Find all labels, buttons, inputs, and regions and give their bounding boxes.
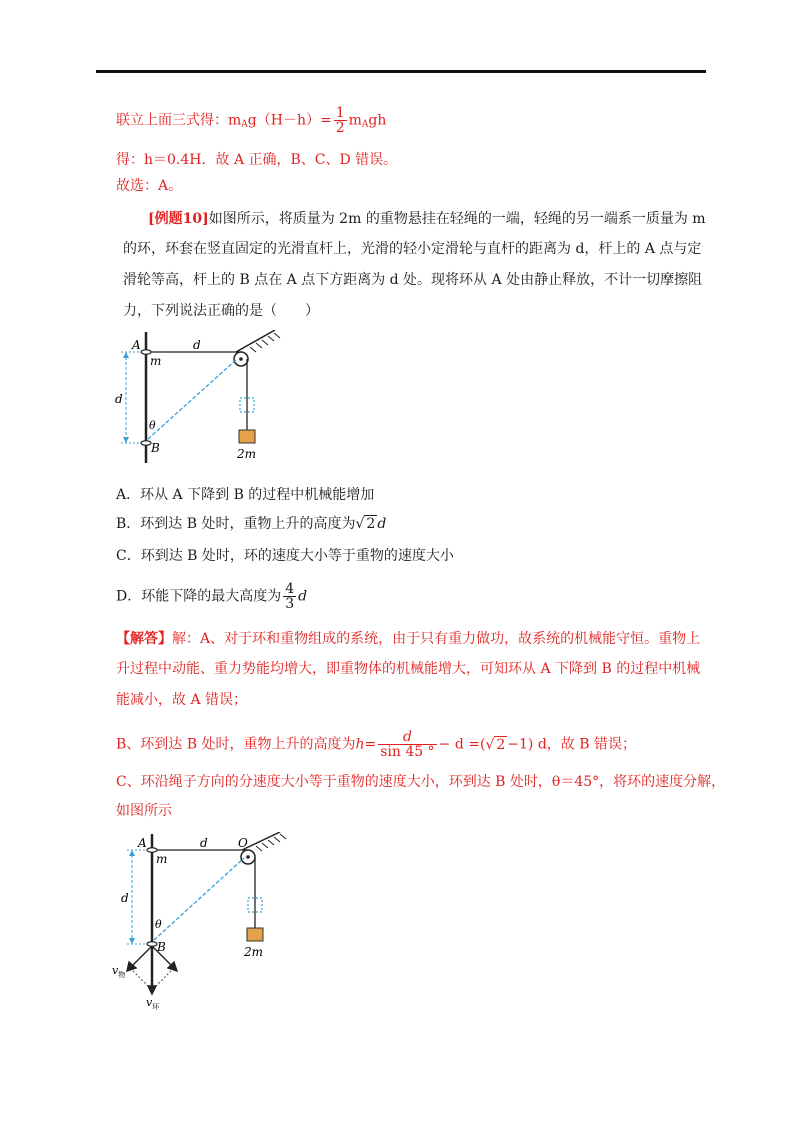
solution-line-2: 升过程中动能、重力势能均增大，即重物体的机械能增大，可知环从 A 下降到 B 的过程中机械 xyxy=(116,661,701,677)
v-wu-arrow xyxy=(130,946,152,968)
sqrt-symbol-2: √ 2 xyxy=(485,736,506,753)
label-d-side: d xyxy=(121,891,129,905)
label-m: m xyxy=(150,354,162,368)
header-rule xyxy=(96,70,706,73)
label-theta: θ xyxy=(155,918,162,931)
result-line: 得：h＝0.4H．故 A 正确，B、C、D 错误。 xyxy=(116,152,398,168)
option-c: C．环到达 B 处时，环的速度大小等于重物的速度大小 xyxy=(116,548,454,564)
label-A: A xyxy=(132,338,141,352)
problem-line-1: [例题10]如图所示，将质量为 2m 的重物悬挂在轻绳的一端，轻绳的另一端系一质量为 m xyxy=(148,211,706,227)
solution-line-1: 【解答】解：A、对于环和重物组成的系统，由于只有重力做功，故系统的机械能守恒。重物上 xyxy=(116,631,701,647)
option-d: D．环能下降的最大高度为 $\frac{4}{3}$ d xyxy=(116,581,308,612)
rope-at-B-dashed xyxy=(154,858,244,940)
weight-block xyxy=(247,928,263,941)
label-d-top: d xyxy=(200,836,208,850)
weight-block xyxy=(239,430,255,443)
problem-tag: [例题10] xyxy=(148,211,209,227)
label-2m: 2m xyxy=(244,945,264,959)
solution-line-4: B、环到达 B 处时，重物上升的高度为h= $\frac{d}{\sin 45 ^\circ}$ − d =(√ 2 −1) d，故 B 错误； xyxy=(116,729,636,760)
label-B: B xyxy=(157,940,166,954)
problem-line-3: 滑轮等高，杆上的 B 点在 A 点下方距离为 d 处。现将环从 A 处由静止释放，不计一切摩擦阻 xyxy=(123,272,703,288)
label-d-side: d xyxy=(115,392,123,406)
ring-at-B xyxy=(141,441,151,445)
problem-line-4: 力，下列说法正确的是（ ） xyxy=(123,303,319,319)
label-v-huan: $v_环$ xyxy=(146,996,160,1011)
option-b: B．环到达 B 处时，重物上升的高度为√ 2 d xyxy=(116,516,387,532)
fraction-one-half: $\frac{1}{2}$ xyxy=(335,105,345,136)
equation-line: 联立上面三式得：$m_Ag(H-h)=$ $\frac{1}{2}$ $m_Agh$ xyxy=(116,105,387,136)
solution-line-3: 能减小，故 A 错误； xyxy=(116,692,248,708)
option-a: A．环从 A 下降到 B 的过程中机械能增加 xyxy=(116,487,375,503)
rope-at-B-dashed xyxy=(148,359,237,439)
solution-line-6: 如图所示 xyxy=(116,803,172,819)
ceiling-support xyxy=(236,330,275,352)
label-v-wu: $v_物$ xyxy=(112,964,126,979)
fraction-four-thirds: $\frac{4}{3}$ xyxy=(285,581,295,612)
problem-line-2: 的环，环套在竖直固定的光滑直杆上，光滑的轻小定滑轮与直杆的距离为 d，杆上的 A 点与定 xyxy=(123,241,702,257)
label-B: B xyxy=(151,441,160,455)
answer-line: 故选：A。 xyxy=(116,178,183,194)
label-d-top: d xyxy=(193,338,201,352)
label-m: m xyxy=(156,852,168,866)
solution-line-5: C、环沿绳子方向的分速度大小等于重物的速度大小，环到达 B 处时，θ＝45°，将环的速度分解， xyxy=(116,774,726,790)
figure-1-diagram xyxy=(110,330,285,465)
label-2m: 2m xyxy=(237,447,257,461)
label-theta: θ xyxy=(149,419,156,432)
solution-tag: 【解答】 xyxy=(116,631,172,647)
label-A: A xyxy=(138,836,147,850)
label-O: O xyxy=(238,836,248,850)
figure-2-diagram xyxy=(110,832,290,1012)
fraction-d-over-sin45: $\frac{d}{\sin 45 ^\circ}$ xyxy=(380,729,435,760)
ring-at-B xyxy=(147,942,157,946)
sqrt-symbol: √ 2 xyxy=(355,516,376,532)
